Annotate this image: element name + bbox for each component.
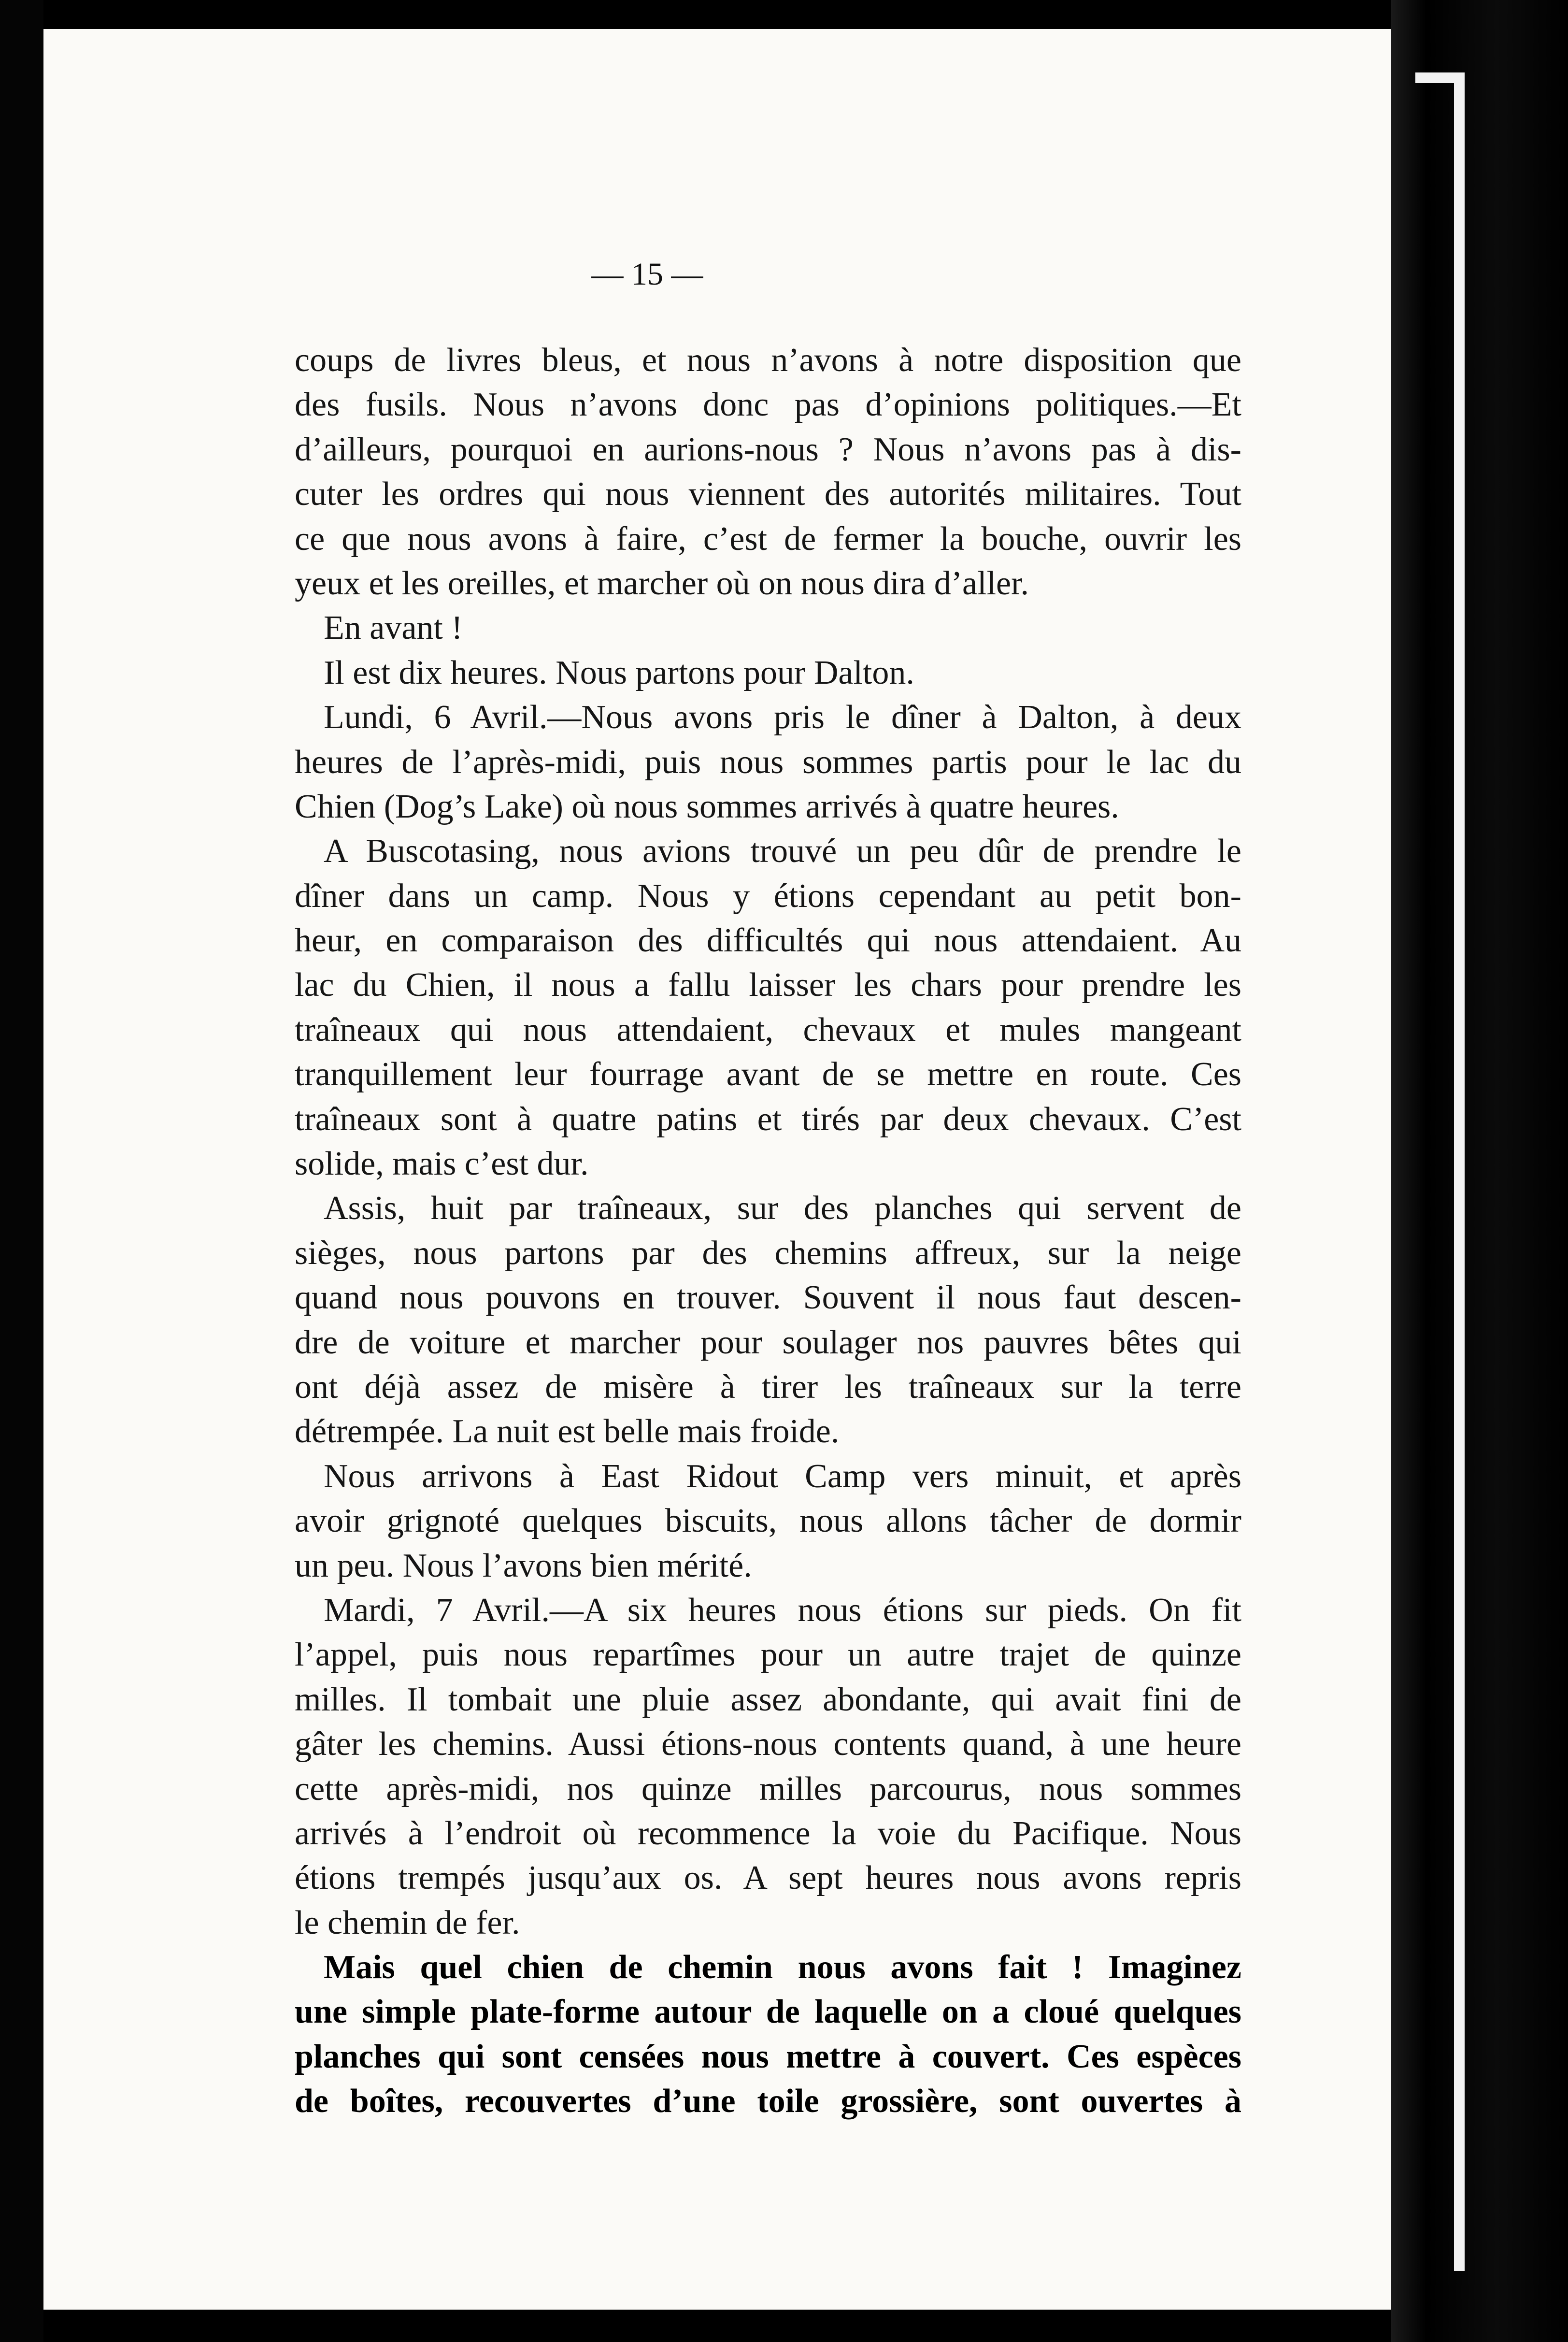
binding-highlight-cap [1415, 72, 1464, 83]
text-line: ce que nous avons à faire, c’est de fermer la bouche, ouvrir les [295, 520, 1241, 558]
text-line: cuter les ordres qui nous viennent des autorités militaires. Tout [295, 475, 1241, 513]
text-line: dre de voiture et marcher pour soulager nos pauvres bêtes qui [295, 1323, 1241, 1361]
text-line: un peu. Nous l’avons bien mérité. [295, 1547, 752, 1584]
text-line: cette après-midi, nos quinze milles parcourus, nous sommes [295, 1770, 1241, 1808]
text-line: traîneaux qui nous attendaient, chevaux et mules mangeant [295, 1011, 1241, 1049]
text-line: le chemin de fer. [295, 1904, 520, 1941]
body-text [295, 338, 1241, 2124]
scan-left-margin [0, 0, 43, 2342]
text-line: Il est dix heures. Nous partons pour Dalton. [324, 654, 914, 691]
page-number: — 15 — [591, 257, 703, 292]
text-line: sièges, nous partons par des chemins affreux, sur la neige [295, 1234, 1241, 1272]
text-line: avoir grignoté quelques biscuits, nous allons tâcher de dormir [295, 1502, 1241, 1540]
text-line: d’ailleurs, pourquoi en aurions-nous ? Nous n’avons pas à dis- [295, 431, 1241, 468]
text-line: coups de livres bleus, et nous n’avons à notre disposition que [295, 342, 1241, 379]
text-line: solide, mais c’est dur. [295, 1145, 589, 1183]
text-line: tranquillement leur fourrage avant de se mettre en route. Ces [295, 1056, 1241, 1093]
text-line: Mais quel chien de chemin nous avons fait ! Imaginez [324, 1949, 1241, 1986]
text-line: des fusils. Nous n’avons donc pas d’opinions politiques.—Et [295, 386, 1241, 424]
text-line: yeux et les oreilles, et marcher où on nous dira d’aller. [295, 564, 1029, 602]
text-line: de boîtes, recouvertes d’une toile grossière, sont ouvertes à [295, 2083, 1241, 2120]
text-line: milles. Il tombait une pluie assez abondante, qui avait fini de [295, 1681, 1241, 1718]
text-line: Assis, huit par traîneaux, sur des planches qui servent de [324, 1190, 1241, 1227]
text-line: arrivés à l’endroit où recommence la voie du Pacifique. Nous [295, 1814, 1241, 1852]
text-line: étions trempés jusqu’aux os. A sept heures nous avons repris [295, 1859, 1241, 1897]
text-line: Mardi, 7 Avril.—A six heures nous étions sur pieds. On fit [324, 1591, 1241, 1629]
text-line: une simple plate-forme autour de laquelle on a cloué quelques [295, 1993, 1241, 2031]
text-line: traîneaux sont à quatre patins et tirés par deux chevaux. C’est [295, 1100, 1241, 1138]
text-line: Nous arrivons à East Ridout Camp vers minuit, et après [324, 1457, 1241, 1495]
text-line: lac du Chien, il nous a fallu laisser les chars pour prendre les [295, 966, 1241, 1004]
text-line: heures de l’après-midi, puis nous sommes partis pour le lac du [295, 743, 1241, 781]
text-line: dîner dans un camp. Nous y étions cependant au petit bon- [295, 877, 1241, 915]
text-line: heur, en comparaison des difficultés qui nous attendaient. Au [295, 922, 1241, 960]
text-line: A Buscotasing, nous avions trouvé un peu dûr de prendre le [324, 833, 1241, 870]
text-line: détrempée. La nuit est belle mais froide. [295, 1413, 840, 1451]
book-binding-edge [1391, 0, 1568, 2342]
binding-highlight [1454, 72, 1465, 2271]
text-line: En avant ! [324, 609, 463, 647]
text-line: planches qui sont censées nous mettre à couvert. Ces espèces [295, 2038, 1241, 2075]
text-line: l’appel, puis nous repartîmes pour un autre trajet de quinze [295, 1636, 1241, 1674]
text-line: Lundi, 6 Avril.—Nous avons pris le dîner à Dalton, à deux [324, 699, 1241, 736]
text-line: ont déjà assez de misère à tirer les traîneaux sur la terre [295, 1368, 1241, 1406]
text-line: Chien (Dog’s Lake) où nous sommes arrivés à quatre heures. [295, 788, 1119, 825]
text-line: gâter les chemins. Aussi étions-nous contents quand, à une heure [295, 1725, 1241, 1763]
text-line: quand nous pouvons en trouver. Souvent il nous faut descen- [295, 1279, 1241, 1317]
book-page [43, 29, 1391, 2310]
